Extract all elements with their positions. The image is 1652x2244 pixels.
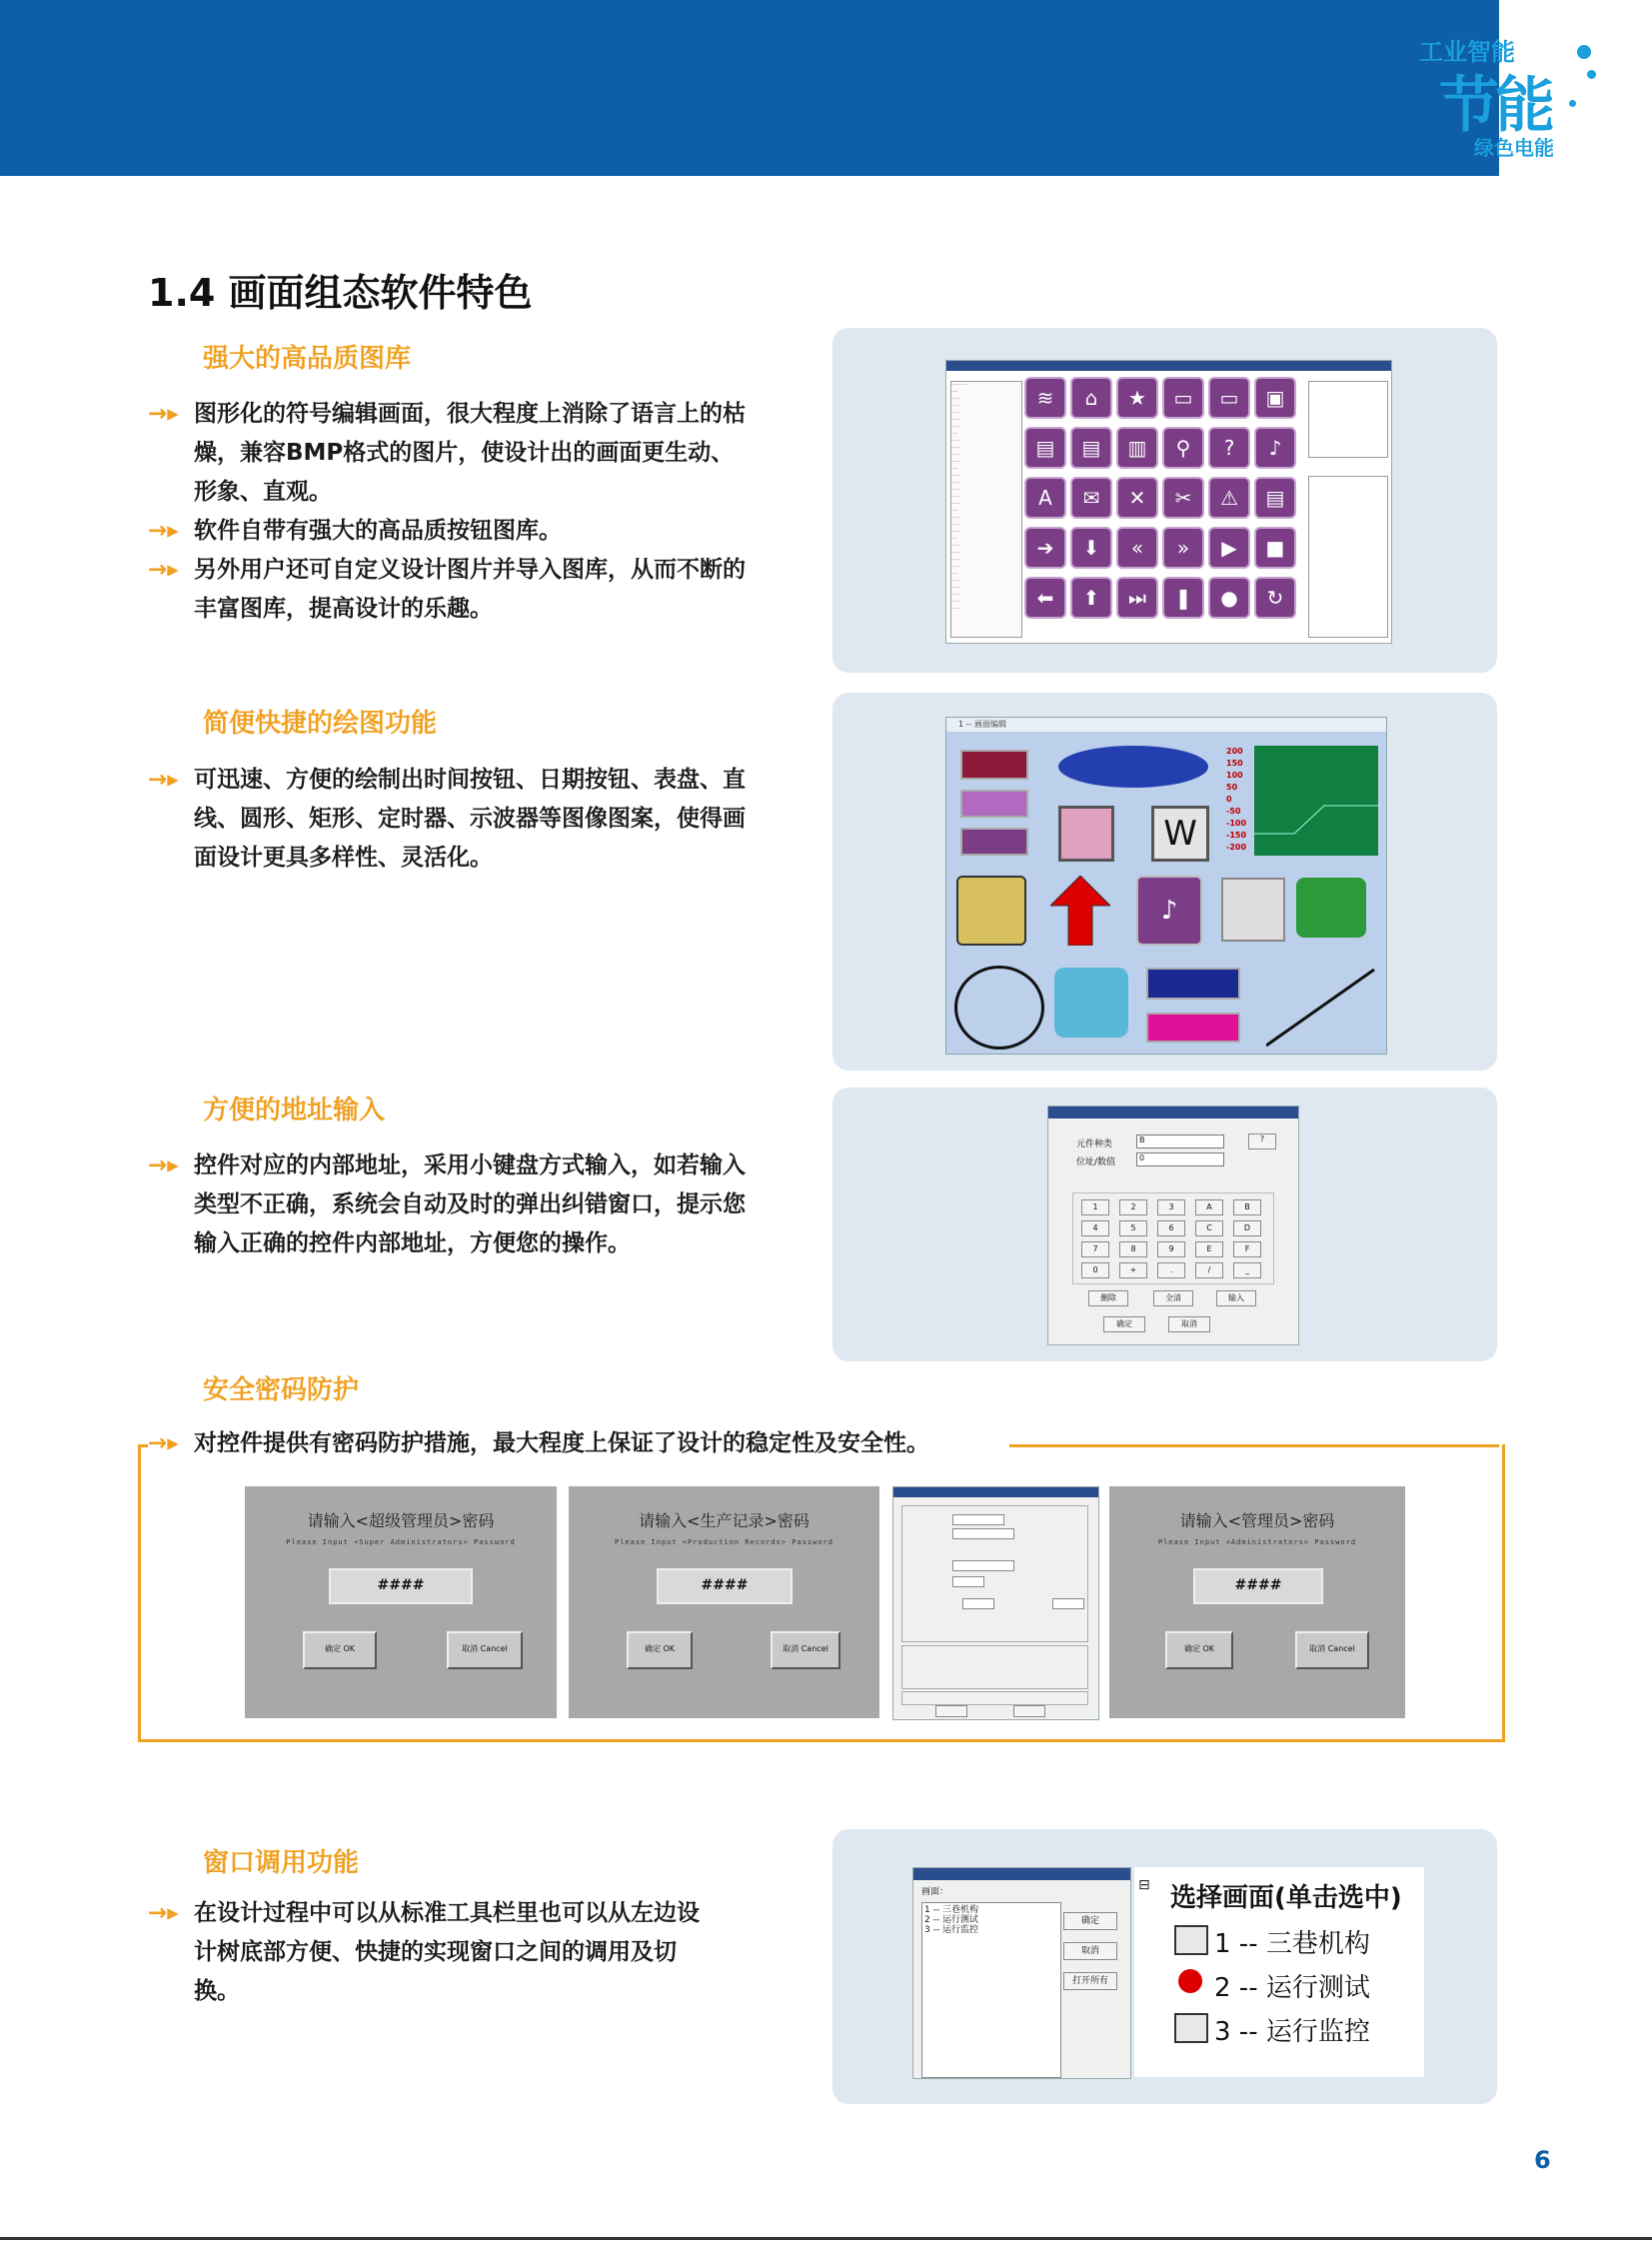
oscilloscope xyxy=(1254,746,1378,856)
setting-field[interactable] xyxy=(952,1528,1014,1539)
bullet-item: →▸ 另外用户还可自定义设计图片并导入图库，从而不断的丰富图库，提高设计的乐趣。 xyxy=(148,551,768,629)
address-input[interactable]: 0 xyxy=(1136,1152,1224,1166)
tree-item[interactable]: 1 -- 三巷机构 xyxy=(1214,1929,1370,1959)
setting-field[interactable] xyxy=(1052,1598,1084,1609)
keypad-key[interactable]: 8 xyxy=(1119,1241,1147,1257)
axis-tick-label: 0 xyxy=(1226,795,1232,804)
keypad-key[interactable]: E xyxy=(1195,1241,1223,1257)
numeric-display xyxy=(1146,968,1240,1000)
section-title: 窗口调用功能 xyxy=(203,1848,360,1878)
logo-dot xyxy=(1577,45,1591,59)
play-icon[interactable]: ▶ xyxy=(1208,527,1250,569)
image-panel-drawing xyxy=(832,693,1497,1071)
icon-library-window xyxy=(945,360,1392,644)
oscilloscope-axis xyxy=(1226,746,1250,854)
address-label: 位址/数值 xyxy=(1076,1157,1116,1167)
open-all-button[interactable]: 打开所有 xyxy=(1063,1972,1117,1990)
keypad-key[interactable]: 2 xyxy=(1119,1199,1147,1215)
arrow-icon: →▸ xyxy=(148,557,179,583)
list-item[interactable]: 2 -- 运行测试 xyxy=(924,1915,978,1925)
clipboard-icon[interactable]: ▥ xyxy=(1116,427,1158,469)
logo-big: 节能 xyxy=(1439,71,1551,141)
image-panel-icon-library xyxy=(832,328,1497,673)
logo-line1: 工业智能 xyxy=(1419,38,1515,66)
bullet-item: →▸ 控件对应的内部地址，采用小键盘方式输入，如若输入类型不正确，系统会自动及时的弹出纠错窗口，提示您输入正确的控件内部地址，方便您的操作。 xyxy=(148,1146,768,1263)
keypad-key[interactable]: D xyxy=(1233,1220,1261,1236)
password-input[interactable]: #### xyxy=(329,1568,473,1604)
list-item[interactable]: 1 -- 三巷机构 xyxy=(924,1905,978,1915)
section-body xyxy=(148,1894,748,2011)
circle-shape xyxy=(954,966,1044,1050)
bullet-item: →▸ 可迅速、方便的绘制出时间按钮、日期按钮、表盘、直线、圆形、矩形、定时器、示波器等图像图案，使得画面设计更具多样性、灵活化。 xyxy=(148,761,768,878)
keypad-key[interactable]: / xyxy=(1195,1262,1223,1278)
tree-item[interactable]: 3 -- 运行监控 xyxy=(1214,2017,1370,2047)
section-title: 强大的高品质图库 xyxy=(203,344,412,374)
header-banner xyxy=(0,0,1499,176)
logo-line3: 绿色电能 xyxy=(1474,136,1554,160)
setting-field[interactable] xyxy=(952,1560,1014,1571)
oscilloscope-trace xyxy=(1254,746,1378,856)
keypad-key[interactable]: F xyxy=(1233,1241,1261,1257)
document-icon[interactable]: ▤ xyxy=(1254,477,1296,519)
mail-icon[interactable]: ✉ xyxy=(1070,477,1112,519)
cancel-button[interactable] xyxy=(1013,1705,1045,1717)
page-title: 1.4 画面组态软件特色 xyxy=(148,271,533,315)
header-logo-area xyxy=(1419,0,1652,176)
axis-tick-label: -100 xyxy=(1226,819,1247,828)
bullet-item: →▸ 在设计过程中可以从标准工具栏里也可以从左边设计树底部方便、快捷的实现窗口之间的调用及切换。 xyxy=(148,1894,748,2011)
keypad-key[interactable]: A xyxy=(1195,1199,1223,1215)
record-icon[interactable]: ● xyxy=(1208,577,1250,619)
arrow-icon: →▸ xyxy=(148,1900,179,1926)
arrow-up-icon[interactable]: ⬆ xyxy=(1070,577,1112,619)
ok-button[interactable]: 确定 OK xyxy=(1165,1631,1233,1669)
save-icon[interactable]: ▣ xyxy=(1254,377,1296,419)
arrow-icon: →▸ xyxy=(148,1152,179,1178)
delete-button[interactable]: 删除 xyxy=(1088,1290,1128,1306)
arrow-icon: →▸ xyxy=(148,401,179,427)
cancel-button[interactable]: 取消 Cancel xyxy=(1295,1631,1369,1669)
keypad-key[interactable]: 3 xyxy=(1157,1199,1185,1215)
telephone-icon xyxy=(1054,968,1128,1038)
fast-forward-icon[interactable]: » xyxy=(1162,527,1204,569)
search-icon[interactable]: ⚲ xyxy=(1162,427,1204,469)
password-input[interactable]: #### xyxy=(657,1568,793,1604)
list-item[interactable]: 3 -- 运行监控 xyxy=(924,1925,978,1935)
skip-icon[interactable]: ⏭ xyxy=(1116,577,1158,619)
bullet-item: →▸ 对控件提供有密码防护措施，最大程度上保证了设计的稳定性及安全性。 xyxy=(148,1424,935,1463)
logo-dot xyxy=(1569,100,1576,107)
refresh-icon[interactable]: ↻ xyxy=(1254,577,1296,619)
password-input[interactable]: #### xyxy=(1193,1568,1323,1604)
switch-icon xyxy=(1221,878,1285,942)
format-group xyxy=(901,1645,1088,1689)
setting-field[interactable] xyxy=(952,1576,984,1587)
tree-item[interactable]: 2 -- 运行测试 xyxy=(1214,1973,1370,2003)
color-group xyxy=(901,1691,1088,1705)
ok-button[interactable]: 确定 xyxy=(1063,1912,1117,1930)
arrow-up-icon xyxy=(1050,876,1110,946)
arrow-right-icon[interactable]: ➔ xyxy=(1024,527,1066,569)
pause-icon[interactable]: ❚ xyxy=(1162,577,1204,619)
axis-tick-label: 200 xyxy=(1226,747,1243,756)
axis-tick-label: 150 xyxy=(1226,759,1243,768)
arrow-icon: →▸ xyxy=(148,518,179,544)
keypad-key[interactable]: _ xyxy=(1233,1262,1261,1278)
type-select[interactable]: B xyxy=(1136,1134,1224,1148)
footer-line xyxy=(0,2237,1652,2240)
window-titlebar xyxy=(893,1487,1098,1497)
window-icon xyxy=(1174,2013,1208,2043)
help-icon[interactable]: ? xyxy=(1208,427,1250,469)
speaker-icon[interactable]: ♪ xyxy=(1254,427,1296,469)
password-dialog-production-records: 请输入<生产记录>密码 Please Input <Production Records> Password #### 确定 OK 取消 Cancel xyxy=(569,1486,879,1718)
window-titlebar xyxy=(1048,1107,1298,1119)
cancel-button[interactable]: 取消 xyxy=(1063,1942,1117,1960)
preview-box xyxy=(1308,381,1388,458)
cancel-button[interactable]: 取消 Cancel xyxy=(447,1631,523,1669)
rectangle-shape xyxy=(1058,806,1114,862)
screen-tree-title: 选择画面(单击选中) xyxy=(1170,1883,1402,1913)
image-panel-window-call xyxy=(832,1829,1497,2104)
clear-button[interactable]: 全清 xyxy=(1153,1290,1193,1306)
enter-button[interactable]: 输入 xyxy=(1216,1290,1256,1306)
bullet-item: →▸ 软件自带有强大的高品质按钮图库。 xyxy=(148,512,768,551)
tree-view[interactable]: ·········· ···· ······ ····· ······ ····· ······ ···· ····· ······ ····· ······ ···· ······ ····· ······ ····· ······ ···· ······ ····· ······ ···· ····· ······ ····· ······ ···· ······ ····· ······ ····· ····· xyxy=(950,381,1022,638)
settings-group xyxy=(901,1505,1088,1642)
bullet-item: →▸ 图形化的符号编辑画面，很大程度上消除了语言上的枯燥，兼容BMP格式的图片，使设计出的画面更生动、形象、直观。 xyxy=(148,395,768,512)
logo-dot xyxy=(1587,70,1596,79)
ok-button[interactable]: 确定 OK xyxy=(627,1631,693,1669)
keypad-key[interactable]: 4 xyxy=(1081,1220,1109,1236)
home-icon[interactable]: ⌂ xyxy=(1070,377,1112,419)
meter-icon xyxy=(956,876,1026,946)
section-body xyxy=(148,395,768,629)
keypad-key[interactable]: 7 xyxy=(1081,1241,1109,1257)
ok-button[interactable]: 确定 OK xyxy=(303,1631,377,1669)
icon-grid xyxy=(1024,377,1304,639)
ellipse-shape xyxy=(1058,746,1208,788)
speaker-icon: ♪ xyxy=(1136,876,1202,946)
time-button[interactable] xyxy=(960,750,1028,780)
print-icon[interactable]: ▤ xyxy=(1024,427,1066,469)
keypad-key[interactable]: 1 xyxy=(1081,1199,1109,1215)
password-dialog-admin: 请输入<管理员>密码 Please Input <Administrators> Password #### 确定 OK 取消 Cancel xyxy=(1109,1486,1405,1718)
axis-tick-label: -150 xyxy=(1226,831,1247,840)
keypad-key[interactable]: 5 xyxy=(1119,1220,1147,1236)
drawing-window xyxy=(945,717,1387,1055)
keypad-key[interactable]: . xyxy=(1157,1262,1185,1278)
keypad-key[interactable]: B xyxy=(1233,1199,1261,1215)
close-icon[interactable]: ✕ xyxy=(1116,477,1158,519)
text-display xyxy=(1146,1013,1240,1043)
keypad-key[interactable]: 0 xyxy=(1081,1262,1109,1278)
axis-tick-label: -50 xyxy=(1226,807,1241,816)
w-button[interactable]: W xyxy=(1151,806,1209,862)
arrow-down-icon[interactable]: ⬇ xyxy=(1070,527,1112,569)
folder-icon[interactable]: ▭ xyxy=(1162,377,1204,419)
arrow-icon: →▸ xyxy=(148,1430,179,1456)
select-screen-window xyxy=(912,1867,1131,2079)
hand-pointer-icon xyxy=(1296,878,1366,938)
screen-tree xyxy=(1134,1867,1424,2077)
section-body xyxy=(148,761,768,878)
setting-field[interactable] xyxy=(962,1598,994,1609)
window-titlebar xyxy=(913,1868,1130,1880)
keypad-key[interactable]: 9 xyxy=(1157,1241,1185,1257)
arrow-left-icon[interactable]: ⬅ xyxy=(1024,577,1066,619)
section-title: 安全密码防护 xyxy=(203,1375,360,1405)
line-shape xyxy=(1266,968,1376,1048)
star-icon[interactable]: ★ xyxy=(1116,377,1158,419)
ok-button[interactable] xyxy=(935,1705,967,1717)
stop-icon[interactable]: ■ xyxy=(1254,527,1296,569)
scissors-icon[interactable]: ✂ xyxy=(1162,477,1204,519)
keypad-key[interactable]: 6 xyxy=(1157,1220,1185,1236)
cancel-button[interactable]: 取消 Cancel xyxy=(771,1631,840,1669)
setting-field[interactable] xyxy=(952,1514,1004,1525)
keypad-window xyxy=(1047,1106,1299,1345)
section-body xyxy=(148,1146,768,1263)
rewind-icon[interactable]: « xyxy=(1116,527,1158,569)
password-dialog-super-admin: 请输入<超级管理员>密码 Please Input <Super Administrators> Password #### 确定 OK 取消 Cancel xyxy=(245,1486,557,1718)
axis-tick-label: 100 xyxy=(1226,771,1243,780)
image-panel-keypad xyxy=(832,1088,1497,1361)
alarm-icon xyxy=(1178,1969,1202,1993)
screen-label: 画面： xyxy=(921,1887,949,1897)
warning-icon[interactable]: ⚠ xyxy=(1208,477,1250,519)
window-icon xyxy=(1174,1925,1208,1955)
screen-list[interactable] xyxy=(921,1902,1061,2078)
arrow-icon: →▸ xyxy=(148,767,179,793)
type-label: 元件种类 xyxy=(1076,1139,1113,1149)
help-button[interactable]: ? xyxy=(1248,1133,1276,1149)
address-settings-dialog xyxy=(892,1486,1099,1720)
date-button[interactable] xyxy=(960,790,1028,818)
ok-button[interactable]: 确定 xyxy=(1103,1316,1145,1332)
keypad-key[interactable]: C xyxy=(1195,1220,1223,1236)
window-titlebar: 1 -- 画面编辑 xyxy=(946,718,1386,732)
axis-tick-label: 50 xyxy=(1226,783,1238,792)
font-icon[interactable]: A xyxy=(1024,477,1066,519)
keypad-grid xyxy=(1072,1192,1274,1284)
section-title: 简便快捷的绘图功能 xyxy=(203,709,438,739)
rss-icon[interactable]: ≋ xyxy=(1024,377,1066,419)
screen-tree-icon: ⊟ xyxy=(1138,1877,1150,1893)
frame-top-right xyxy=(1009,1444,1499,1447)
timer-button[interactable] xyxy=(960,828,1028,856)
folder-icon[interactable]: ▭ xyxy=(1208,377,1250,419)
window-titlebar xyxy=(946,361,1391,371)
document-icon[interactable]: ▤ xyxy=(1070,427,1112,469)
section-title: 方便的地址输入 xyxy=(203,1096,386,1125)
keypad-key[interactable]: + xyxy=(1119,1262,1147,1278)
cancel-button[interactable]: 取消 xyxy=(1168,1316,1210,1332)
page-number: 6 xyxy=(1534,2146,1551,2174)
properties-box xyxy=(1308,476,1388,638)
axis-tick-label: -200 xyxy=(1226,843,1247,852)
